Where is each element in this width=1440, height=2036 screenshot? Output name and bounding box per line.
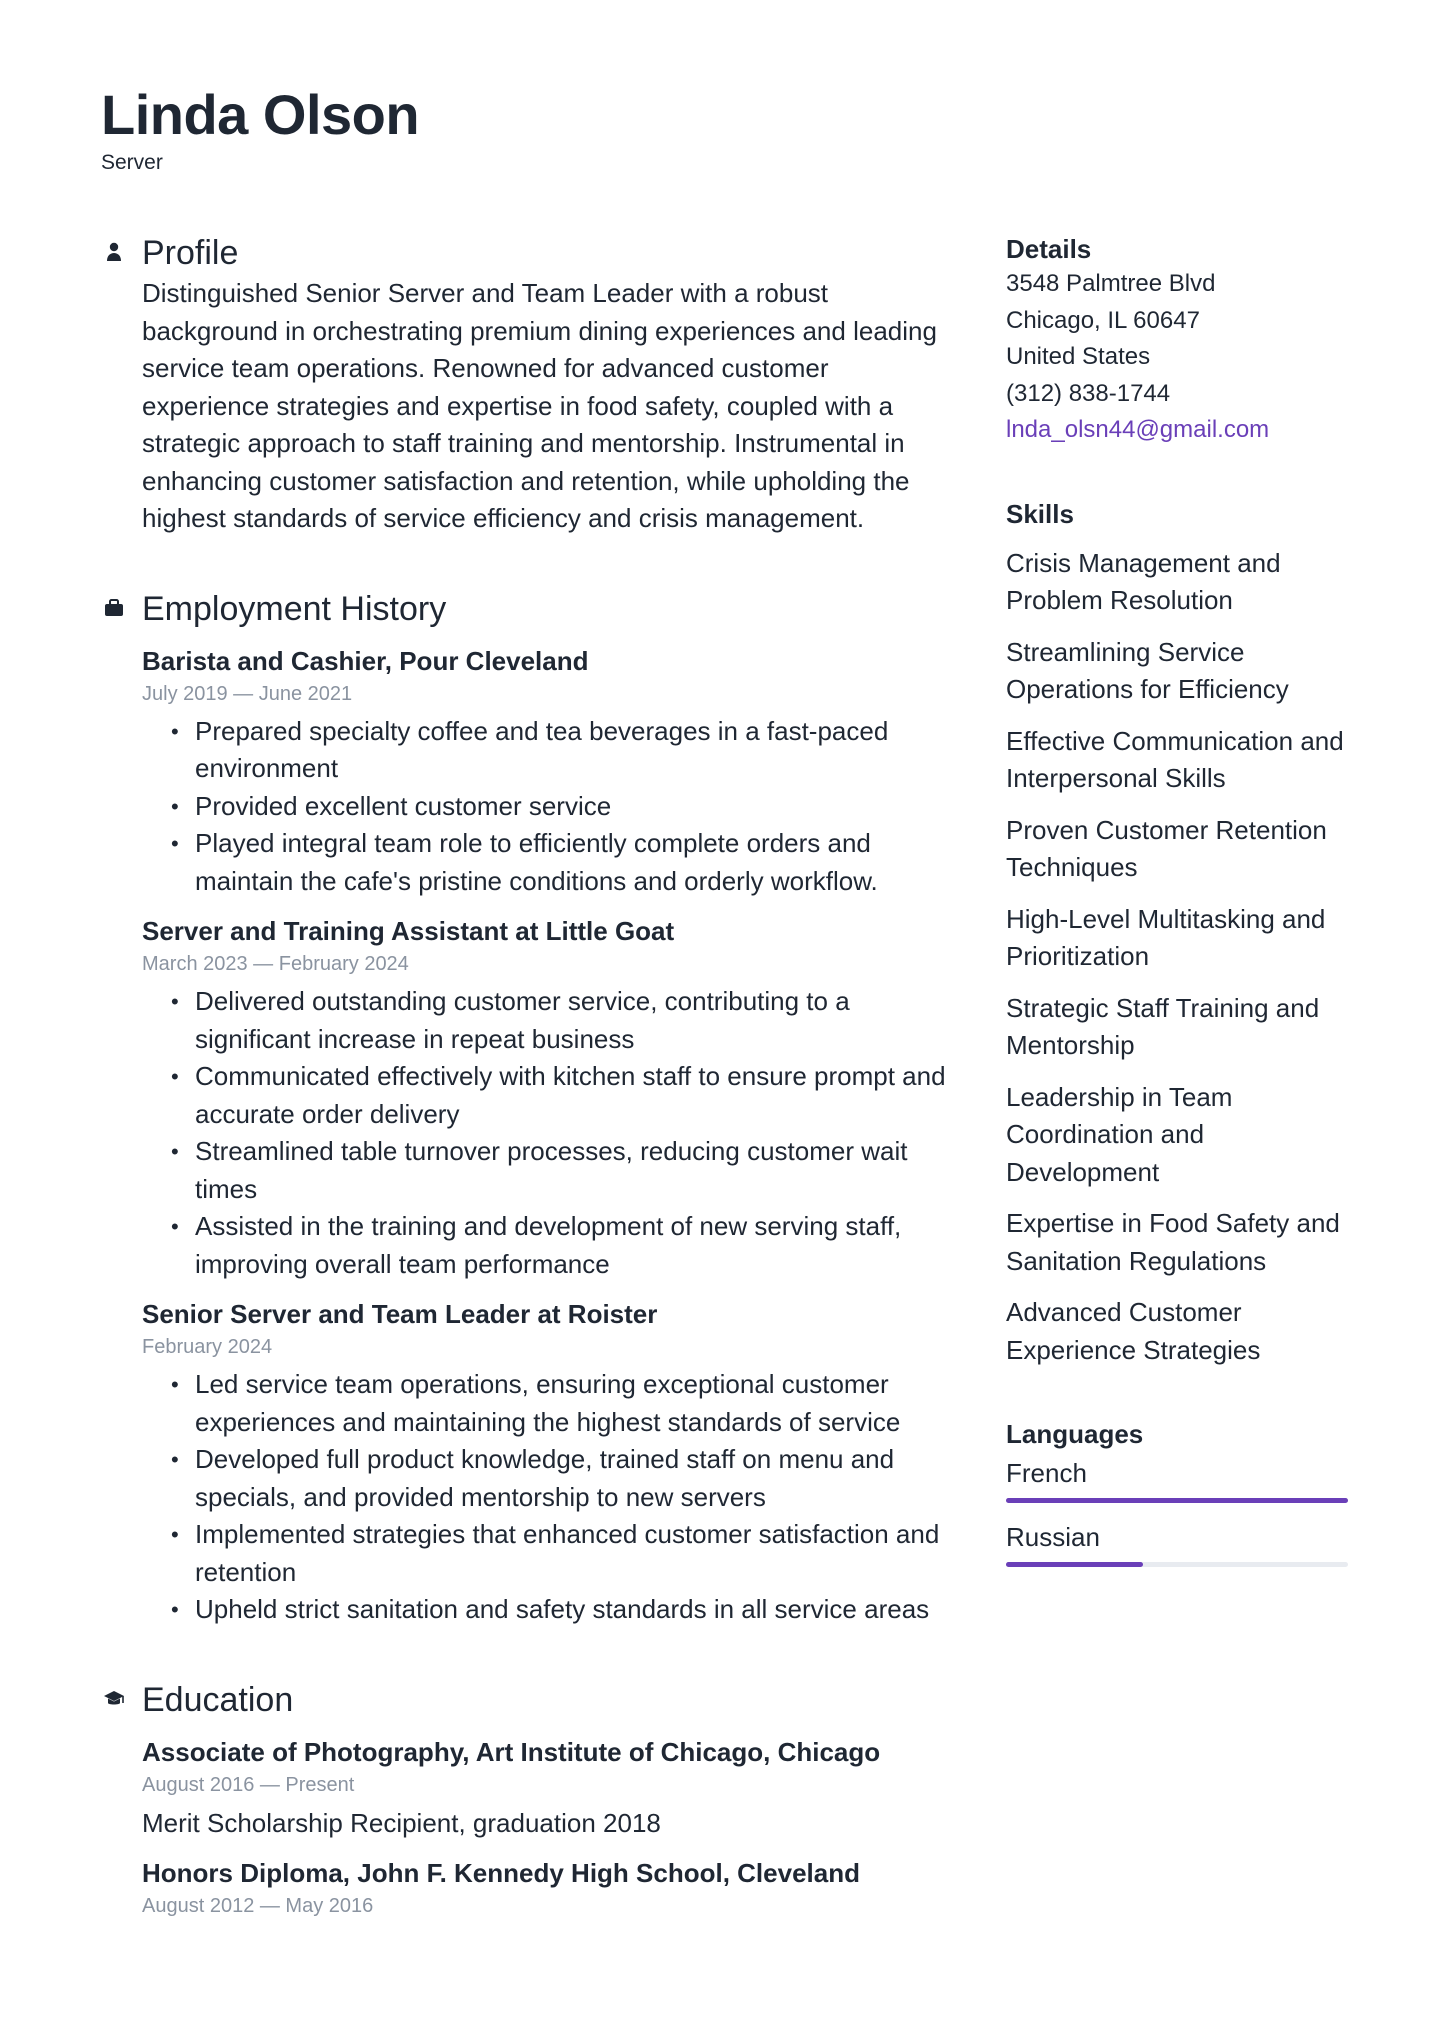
education-dates: August 2016 — Present xyxy=(142,1773,355,1796)
address-country: United States xyxy=(1006,343,1151,370)
skill-item: Expertise in Food Safety and Sanitation Regulations xyxy=(1006,1208,1340,1276)
language-level-fill xyxy=(1006,1562,1143,1567)
language-level-bar xyxy=(1006,1562,1348,1567)
sidebar xyxy=(1006,232,1348,1567)
job-bullet: • Implemented strategies that enhanced customer satisfaction and retention xyxy=(142,1516,951,1591)
candidate-title: Server xyxy=(101,151,163,174)
education-section xyxy=(101,1679,951,1921)
job-bullet: • Streamlined table turnover processes, reducing customer wait times xyxy=(142,1133,951,1208)
details-heading: Details xyxy=(1006,234,1092,264)
profile-heading: Profile xyxy=(142,234,239,272)
skill-item: Effective Communication and Interpersonal Skills xyxy=(1006,725,1344,793)
job-dates: February 2024 xyxy=(142,1336,273,1358)
job-dates: July 2019 — June 2021 xyxy=(142,682,353,705)
job-bullets xyxy=(142,983,951,1283)
skills-block xyxy=(1006,497,1348,1370)
job-bullet: • Developed full product knowledge, trained staff on menu and specials, and provided mentorship to new servers xyxy=(142,1441,951,1516)
education-description: Merit Scholarship Recipient, graduation 2018 xyxy=(142,1807,661,1838)
employment-heading: Employment History xyxy=(142,589,447,628)
job-bullet: • Played integral team role to efficiently complete orders and maintain the cafe's pristine conditions and orderly workflow. xyxy=(142,825,951,900)
education-entry xyxy=(142,1856,951,1921)
address-line-2: Chicago, IL 60647 xyxy=(1006,306,1200,334)
phone-number: (312) 838-1744 xyxy=(1006,379,1171,407)
education-dates: August 2012 — May 2016 xyxy=(142,1894,374,1917)
job-bullet: • Prepared specialty coffee and tea beverages in a fast-paced environment xyxy=(142,713,951,788)
languages-block xyxy=(1006,1417,1348,1567)
education-title: Associate of Photography, Art Institute of Chicago, Chicago xyxy=(142,1736,881,1767)
skill-item: Crisis Management and Problem Resolution xyxy=(1006,547,1281,615)
education-title: Honors Diploma, John F. Kennedy High School, Cleveland xyxy=(142,1857,860,1888)
skill-item: Advanced Customer Experience Strategies xyxy=(1006,1297,1261,1365)
job-title: Senior Server and Team Leader at Roister xyxy=(142,1299,658,1329)
languages-heading: Languages xyxy=(1006,1419,1144,1449)
details-block xyxy=(1006,232,1348,449)
job-title: Barista and Cashier, Pour Cleveland xyxy=(142,645,589,676)
graduation-cap-icon xyxy=(103,1688,125,1710)
profile-section xyxy=(101,232,951,538)
job-entry xyxy=(142,644,951,901)
job-bullet: • Provided excellent customer service xyxy=(142,788,951,826)
job-bullet: • Delivered outstanding customer service, contributing to a significant increase in repeat business xyxy=(142,983,951,1058)
job-dates: March 2023 — February 2024 xyxy=(142,953,409,975)
resume-header xyxy=(101,82,419,176)
address-line-1: 3548 Palmtree Blvd xyxy=(1006,270,1216,297)
skill-item: Leadership in Team Coordination and Development xyxy=(1006,1081,1233,1187)
language-name: Russian xyxy=(1006,1522,1100,1552)
skills-heading: Skills xyxy=(1006,498,1074,529)
education-entry xyxy=(142,1735,951,1842)
job-entry xyxy=(142,914,951,1283)
job-bullets xyxy=(142,1366,951,1629)
job-bullet: • Assisted in the training and development of new serving staff, improving overall team performance xyxy=(142,1208,951,1283)
skill-item: Strategic Staff Training and Mentorship xyxy=(1006,992,1320,1060)
job-title: Server and Training Assistant at Little Goat xyxy=(142,916,675,946)
job-entry xyxy=(142,1297,951,1629)
skill-item: High-Level Multitasking and Prioritization xyxy=(1006,903,1326,971)
candidate-name: Linda Olson xyxy=(101,83,420,146)
profile-summary: Distinguished Senior Server and Team Leader with a robust background in orchestrating premium dining experiences and leading service team operations. Renowned for advanced customer experience strategies and expertise in food safety, coupled with a strategic approach to staff training and mentorship. Instrumental in enhancing customer satisfaction and retention, while upholding the highest standards of service efficiency and crisis management. xyxy=(142,278,937,533)
employment-section xyxy=(101,588,951,1629)
job-bullet: • Communicated effectively with kitchen staff to ensure prompt and accurate order delivery xyxy=(142,1058,951,1133)
language-name: French xyxy=(1006,1458,1087,1488)
skill-item: Proven Customer Retention Techniques xyxy=(1006,814,1327,882)
job-bullets xyxy=(142,713,951,901)
language-item xyxy=(1006,1455,1348,1503)
person-icon xyxy=(103,241,125,263)
job-bullet: • Led service team operations, ensuring exceptional customer experiences and maintaining the highest standards of service xyxy=(142,1366,951,1441)
language-level-fill xyxy=(1006,1498,1348,1503)
skill-item: Streamlining Service Operations for Efficiency xyxy=(1006,636,1289,704)
main-column xyxy=(101,232,951,1921)
education-heading: Education xyxy=(142,1680,294,1719)
job-bullet: • Upheld strict sanitation and safety standards in all service areas xyxy=(142,1591,951,1629)
language-item xyxy=(1006,1519,1348,1567)
briefcase-icon xyxy=(103,597,125,619)
email-link[interactable]: lnda_olsn44@gmail.com xyxy=(1006,416,1270,443)
language-level-bar xyxy=(1006,1498,1348,1503)
